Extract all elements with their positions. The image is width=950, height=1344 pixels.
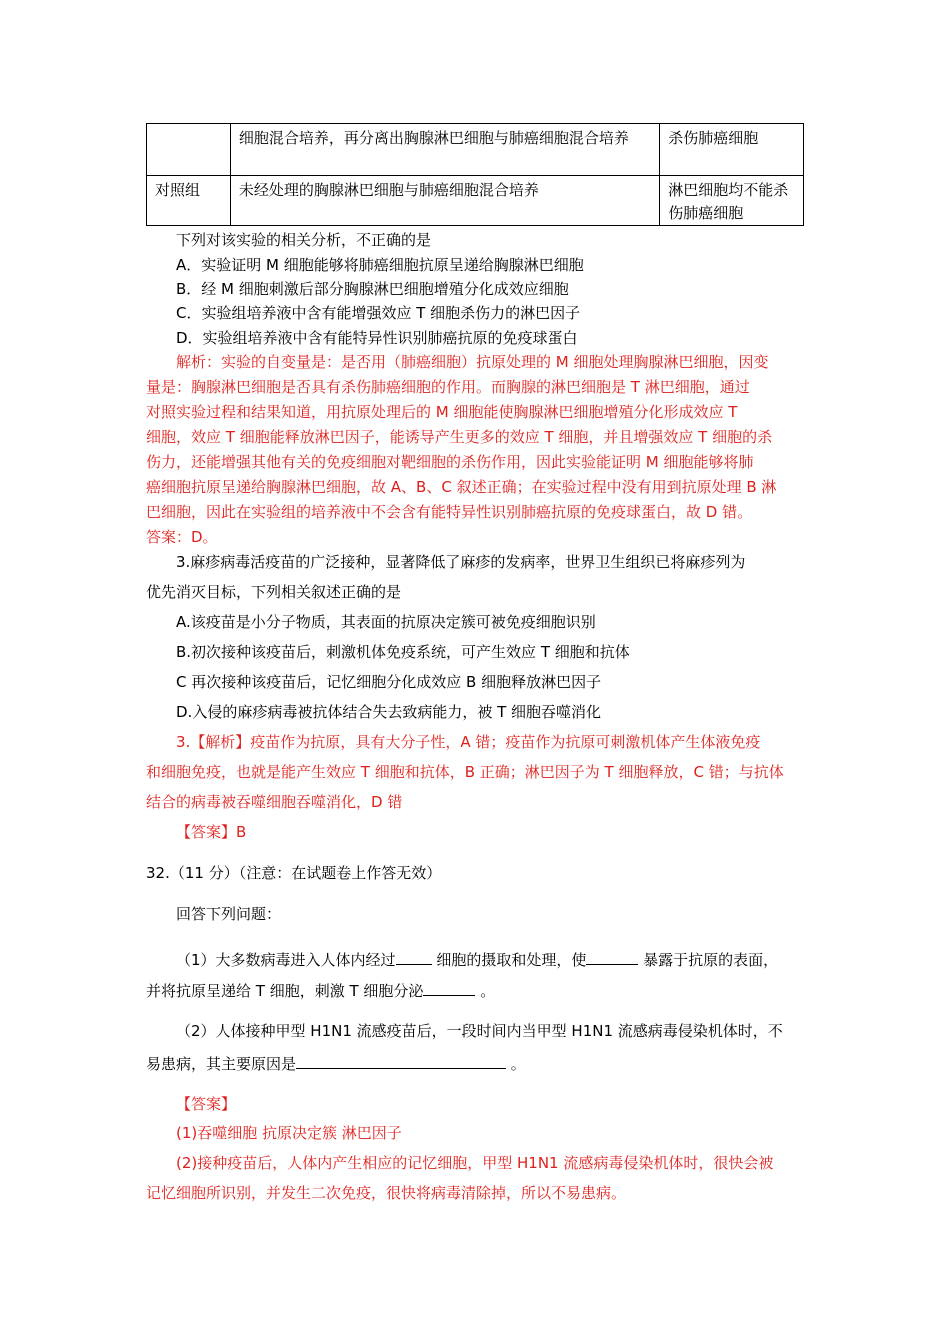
answer-blank bbox=[296, 1050, 506, 1069]
answer-blank bbox=[423, 977, 475, 996]
experiment-table bbox=[146, 123, 804, 226]
question-intro: 回答下列问题： bbox=[176, 905, 282, 923]
analysis-line: 伤力，还能增强其他有关的免疫细胞对靶细胞的杀伤作用，因此实验能证明 M 细胞能够将肺 bbox=[146, 453, 754, 471]
answer-line: (2)接种疫苗后，人体内产生相应的记忆细胞，甲型 H1N1 流感病毒侵染机体时，很快会被 bbox=[176, 1154, 774, 1172]
answer-line: 答案：D。 bbox=[146, 528, 218, 546]
table-cell: 对照组 bbox=[147, 176, 231, 226]
option-d: D.入侵的麻疹病毒被抗体结合失去致病能力，被 T 细胞吞噬消化 bbox=[176, 703, 602, 721]
answer-blank bbox=[396, 946, 432, 965]
question-part-1-cont: 并将抗原呈递给 T 细胞，刺激 T 细胞分泌 。 bbox=[146, 977, 495, 1002]
analysis-line: 对照实验过程和结果知道，用抗原处理后的 M 细胞能使胸腺淋巴细胞增殖分化形成效应 T bbox=[146, 403, 738, 421]
analysis-line: 和细胞免疫，也就是能产生效应 T 细胞和抗体，B 正确；淋巴因子为 T 细胞释放，C 错；与抗体 bbox=[146, 763, 784, 781]
answer-blank bbox=[586, 946, 638, 965]
answer-line: (1)吞噬细胞 抗原决定簇 淋巴因子 bbox=[176, 1124, 402, 1142]
table-row bbox=[147, 176, 804, 226]
question-stem: 3.麻疹病毒活疫苗的广泛接种，显著降低了麻疹的发病率，世界卫生组织已将麻疹列为 bbox=[176, 553, 746, 571]
question-part-2-cont: 易患病，其主要原因是 。 bbox=[146, 1050, 526, 1075]
analysis-line: 3.【解析】疫苗作为抗原，具有大分子性，A 错；疫苗作为抗原可刺激机体产生体液免疫 bbox=[176, 733, 761, 751]
table-cell: 淋巴细胞均不能杀伤肺癌细胞 bbox=[660, 176, 804, 226]
analysis-line: 结合的病毒被吞噬细胞吞噬消化，D 错 bbox=[146, 793, 403, 811]
answer-line: 记忆细胞所识别，并发生二次免疫，很快将病毒清除掉，所以不易患病。 bbox=[146, 1184, 627, 1202]
option-b: B.初次接种该疫苗后，刺激机体免疫系统，可产生效应 T 细胞和抗体 bbox=[176, 643, 630, 661]
option-a: A.该疫苗是小分子物质，其表面的抗原决定簇可被免疫细胞识别 bbox=[176, 613, 596, 631]
analysis-line: 巴细胞，因此在实验组的培养液中不会含有能特异性识别肺癌抗原的免疫球蛋白，故 D 错。 bbox=[146, 503, 753, 521]
question-part-1: （1）大多数病毒进入人体内经过 细胞的摄取和处理，使 暴露于抗原的表面， bbox=[176, 946, 778, 971]
analysis-line: 量是：胸腺淋巴细胞是否具有杀伤肺癌细胞的作用。而胸腺的淋巴细胞是 T 淋巴细胞，通过 bbox=[146, 378, 750, 396]
answer-line: 【答案】B bbox=[176, 823, 247, 841]
option-d: D．实验组培养液中含有能特异性识别肺癌抗原的免疫球蛋白 bbox=[176, 329, 578, 347]
table-cell: 未经处理的胸腺淋巴细胞与肺癌细胞混合培养 bbox=[230, 176, 659, 226]
option-a: A．实验证明 M 细胞能够将肺癌细胞抗原呈递给胸腺淋巴细胞 bbox=[176, 256, 584, 274]
question-stem: 下列对该实验的相关分析，不正确的是 bbox=[176, 231, 432, 249]
analysis-line: 癌细胞抗原呈递给胸腺淋巴细胞，故 A、B、C 叙述正确；在实验过程中没有用到抗原处理 B 淋 bbox=[146, 478, 777, 496]
answer-title: 【答案】 bbox=[176, 1095, 237, 1113]
table-cell bbox=[147, 124, 231, 176]
question-header: 32.（11 分）（注意：在试题卷上作答无效） bbox=[146, 864, 442, 882]
analysis-line: 细胞，效应 T 细胞能释放淋巴因子，能诱导产生更多的效应 T 细胞，并且增强效应 T 细胞的杀 bbox=[146, 428, 773, 446]
table-cell: 细胞混合培养，再分离出胸腺淋巴细胞与肺癌细胞混合培养 bbox=[230, 124, 659, 176]
question-part-2: （2）人体接种甲型 H1N1 流感疫苗后，一段时间内当甲型 H1N1 流感病毒侵染机体时，不 bbox=[176, 1022, 783, 1040]
table-row bbox=[147, 124, 804, 176]
option-b: B．经 M 细胞刺激后部分胸腺淋巴细胞增殖分化成效应细胞 bbox=[176, 280, 569, 298]
table-cell: 杀伤肺癌细胞 bbox=[660, 124, 804, 176]
question-stem: 优先消灭目标，下列相关叙述正确的是 bbox=[146, 583, 402, 601]
option-c: C．实验组培养液中含有能增强效应 T 细胞杀伤力的淋巴因子 bbox=[176, 304, 581, 322]
option-c: C 再次接种该疫苗后，记忆细胞分化成效应 B 细胞释放淋巴因子 bbox=[176, 673, 602, 691]
analysis-line: 解析：实验的自变量是：是否用（肺癌细胞）抗原处理的 M 细胞处理胸腺淋巴细胞，因变 bbox=[176, 353, 769, 371]
